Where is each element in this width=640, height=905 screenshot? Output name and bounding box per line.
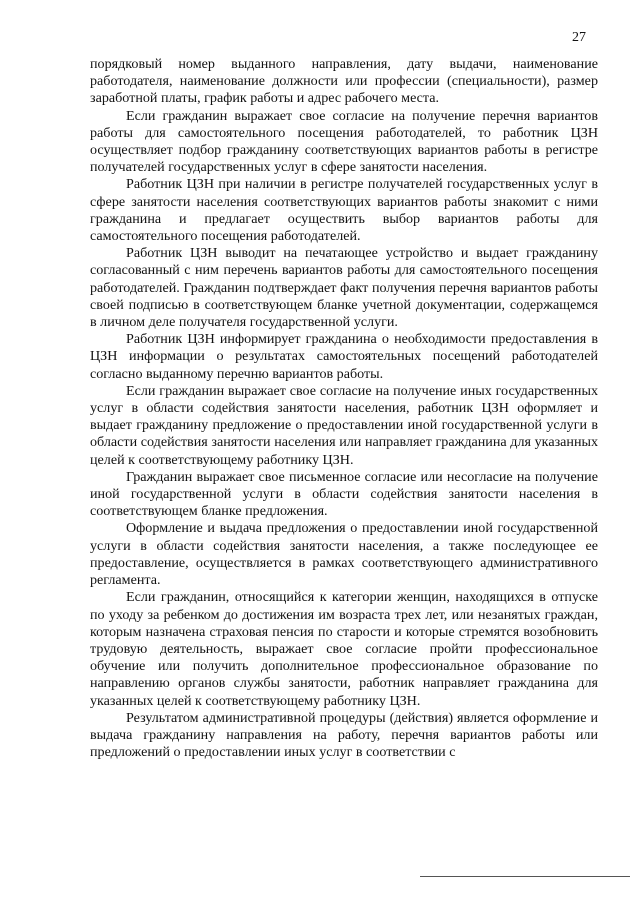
paragraph-2: Если гражданин выражает свое согласие на получение перечня вариантов работы для самостоятельного посещения работодателей, то работник ЦЗН осуществляет подбор гражданину соответствующих вариантов работы в регистре получателей государственных услуг в сфере занятости населения.: [90, 107, 598, 176]
document-body: [90, 56, 598, 761]
paragraph-3: Работник ЦЗН при наличии в регистре получателей государственных услуг в сфере занятости населения соответствующих вариантов работы знакомит с ними гражданина и предлагает осуществить выбор вариантов работы для самостоятельного посещения работодателей.: [90, 176, 598, 245]
paragraph-5: Работник ЦЗН информирует гражданина о необходимости предоставления в ЦЗН информации о результатах самостоятельных посещений работодателей согласно выданному перечню вариантов работы.: [90, 331, 598, 382]
paragraph-7: Гражданин выражает свое письменное согласие или несогласие на получение иной государственной услуги в области содействия занятости населения в соответствующем бланке предложения.: [90, 468, 598, 520]
paragraph-8: Оформление и выдача предложения о предоставлении иной государственной услуги в области содействия занятости населения, а также последующее ее предоставление, осуществляется в рамках соответствующего административного регламента.: [90, 520, 598, 589]
paragraph-6: Если гражданин выражает свое согласие на получение иных государственных услуг в области содействия занятости населения, работник ЦЗН оформляет и выдает гражданину предложение о предоставлении иной государственной услуги в области содействия занятости населения или направляет гражданина для указанных целей к соответствующему работнику ЦЗН.: [90, 382, 598, 468]
paragraph-4: Работник ЦЗН выводит на печатающее устройство и выдает гражданину согласованный с ним перечень вариантов работы для самостоятельного посещения работодателей. Гражданин подтверждает факт получения перечня вариантов работы своей подписью в соответствующем бланке учетной документации, содержащемся в личном деле получателя государственной услуги.: [90, 245, 598, 331]
paragraph-1: порядковый номер выданного направления, дату выдачи, наименование работодателя, наименование должности или профессии (специальности), размер заработной платы, график работы и адрес рабочего места.: [90, 56, 598, 107]
page-number: 27: [572, 30, 586, 45]
paragraph-9: Если гражданин, относящийся к категории женщин, находящихся в отпуске по уходу за ребенком до достижения им возраста трех лет, или незанятых граждан, которым назначена страховая пенсия по старости и которые стремятся возобновить трудовую деятельность, выражает свое согласие пройти профессиональное обучение или получить дополнительное профессиональное образование по направлению органов службы занятости, работник направляет гражданина для указанных целей к соответствующему работнику ЦЗН.: [90, 589, 598, 709]
scan-edge-line: [420, 876, 630, 877]
paragraph-10: Результатом административной процедуры (действия) является оформление и выдача гражданину направления на работу, перечня вариантов работы или предложений о предоставлении иных услуг в соответствии с: [90, 709, 598, 761]
